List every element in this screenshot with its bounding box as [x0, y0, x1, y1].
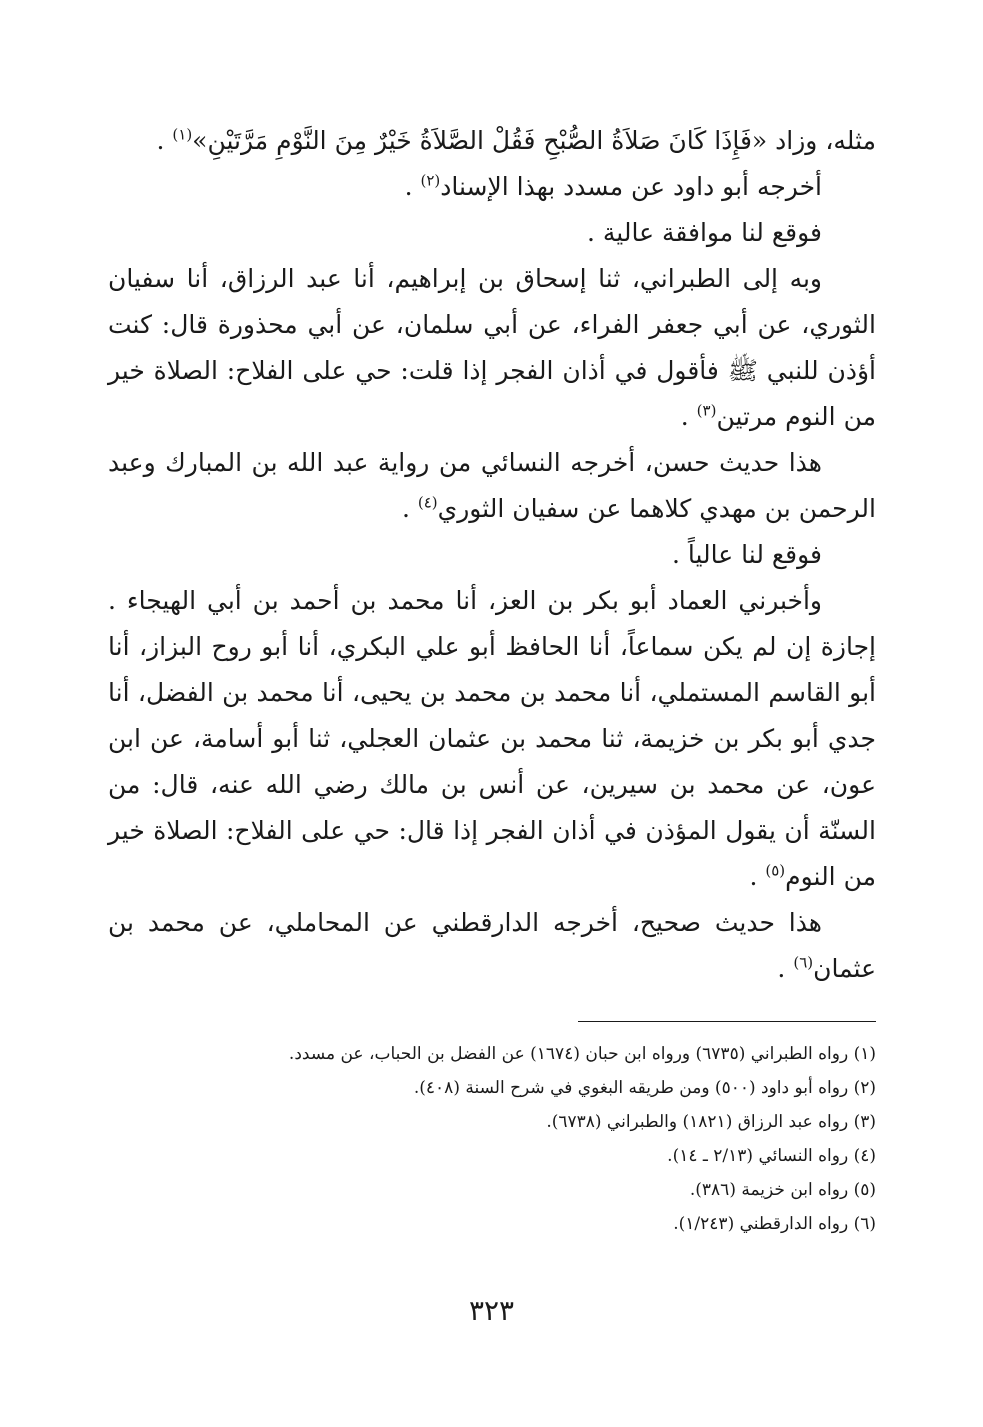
paragraph-6 [108, 532, 876, 578]
paragraph-7 [108, 578, 876, 900]
footnote-1: (١) رواه الطبراني (٦٧٣٥) ورواه ابن حبان (١٦٧٤) عن الفضل بن الحباب، عن مسدد. [288, 1044, 876, 1064]
footnote-2: (٢) رواه أبو داود (٥٠٠) ومن طريقه البغوي في شرح السنة (٤٠٨). [413, 1078, 876, 1098]
paragraph-1-end: . [156, 126, 173, 155]
paragraph-4-end: . [680, 402, 697, 431]
footnote-6: (٦) رواه الدارقطني (١/٢٤٣). [673, 1214, 876, 1234]
paragraph-7-end: . [749, 862, 766, 891]
paragraph-2 [108, 164, 876, 210]
paragraph-8-text: هذا حديث صحيح، أخرجه الدارقطني عن المحاملي، عن محمد بن عثمان [108, 908, 876, 983]
footnotes [108, 1037, 876, 1241]
paragraph-5 [108, 440, 876, 532]
footnote-ref-5[interactable]: (٥) [765, 861, 786, 880]
paragraph-8-end: . [777, 954, 794, 983]
paragraph-1-text: مثله، وزاد «فَإِذَا كَانَ صَلاَةُ الصُّبْحِ فَقُلْ الصَّلاَةُ خَيْرٌ مِنَ النَّوْمِ مَرَّتَيْنِ» [192, 126, 876, 155]
footnote-ref-4[interactable]: (٤) [417, 493, 438, 512]
footnote-5: (٥) رواه ابن خزيمة (٣٨٦). [689, 1180, 876, 1200]
paragraph-6-text: فوقع لنا عالياً . [672, 540, 822, 569]
paragraph-3 [108, 210, 876, 256]
paragraph-5-end: . [401, 494, 418, 523]
footnote-ref-3[interactable]: (٣) [696, 401, 717, 420]
footnote-ref-2[interactable]: (٢) [420, 171, 441, 190]
footnote-3: (٣) رواه عبد الرزاق (١٨٢١) والطبراني (٦٧٣٨). [546, 1112, 876, 1132]
page-number: ٣٢٣ [468, 1294, 515, 1327]
paragraph-7-text: وأخبرني العماد أبو بكر بن العز، أنا محمد بن أحمد بن أبي الهيجاء . إجازة إن لم يكن سماعاً، أنا الحافظ أبو علي البكري، أنا أبو روح البزاز، أنا أبو القاسم المستملي، أنا محمد بن محمد بن يحيى، أنا محمد بن الفضل، أنا جدي أبو بكر بن خزيمة، ثنا محمد بن عثمان العجلي، ثنا أبو أسامة، عن ابن عون، عن محمد بن سيرين، عن أنس بن مالك رضي الله عنه، قال: من السنّة أن يقول المؤذن في أذان الفجر إذا قال: حي على الفلاح: الصلاة خير من النوم [108, 586, 876, 891]
footnote-divider [578, 1021, 876, 1022]
main-text [108, 118, 876, 992]
footnote-4: (٤) رواه النسائي (٢/١٣ ـ ١٤). [667, 1146, 876, 1166]
paragraph-1 [108, 118, 876, 164]
paragraph-8 [108, 900, 876, 992]
footnote-ref-6[interactable]: (٦) [793, 953, 814, 972]
paragraph-2-text: أخرجه أبو داود عن مسدد بهذا الإسناد [440, 172, 822, 201]
paragraph-3-text: فوقع لنا موافقة عالية . [587, 218, 822, 247]
footnote-ref-1[interactable]: (١) [172, 125, 193, 144]
paragraph-4 [108, 256, 876, 440]
paragraph-5-text: هذا حديث حسن، أخرجه النسائي من رواية عبد الله بن المبارك وعبد الرحمن بن مهدي كلاهما عن سفيان الثوري [108, 448, 876, 523]
paragraph-2-end: . [404, 172, 421, 201]
paragraph-4-text: وبه إلى الطبراني، ثنا إسحاق بن إبراهيم، أنا عبد الرزاق، أنا سفيان الثوري، عن أبي جعفر الفراء، عن أبي سلمان، عن أبي محذورة قال: كنت أؤذن للنبي ﷺ فأقول في أذان الفجر إذا قلت: حي على الفلاح: الصلاة خير من النوم مرتين [108, 264, 876, 431]
